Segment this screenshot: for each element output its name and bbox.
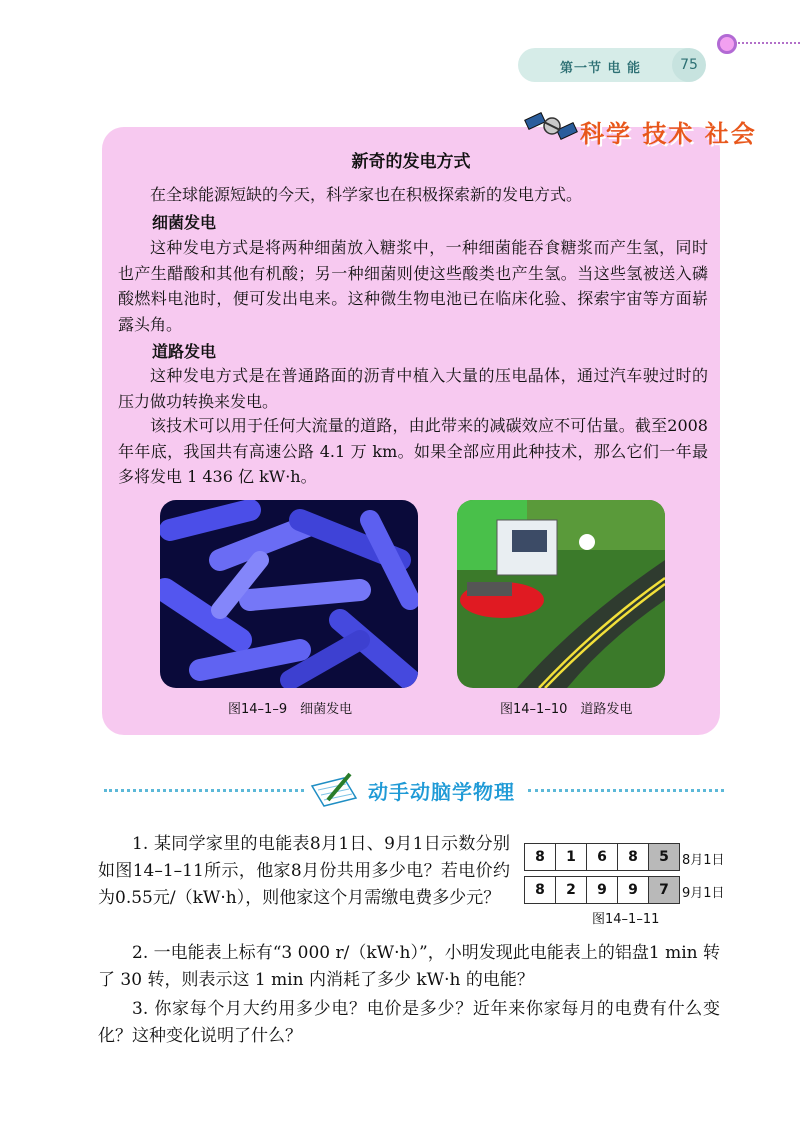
sts-banner: 科学 技术 社会 [580, 120, 757, 148]
meter-label-sep: 9月1日 [682, 886, 725, 901]
meter-aug [524, 843, 680, 871]
subheading-bacteria: 细菌发电 [152, 213, 217, 232]
notebook-pencil-icon [308, 770, 360, 810]
road-paragraph-1: 这种发电方式是在普通路面的沥青中植入大量的压电晶体，通过汽车驶过时的压力做功转换来发电。 [118, 366, 708, 411]
meter-digit: 8 [525, 877, 556, 903]
meter-digit: 9 [618, 877, 649, 903]
meter-label-aug: 8月1日 [682, 853, 725, 868]
road-paragraph-2: 该技术可以用于任何大流量的道路，由此带来的减碳效应不可估量。截至2008年年底，我国共有高速公路 4.1 万 km。如果全部应用此种技术，那么它们一年最多将发电 1 436 亿 kW·h。 [118, 416, 708, 486]
divider-left [104, 789, 304, 792]
question-2: 2. 一电能表上标有“3 000 r/（kW·h）”，小明发现此电能表上的铝盘1 min 转了 30 转，则表示这 1 min 内消耗了多少 kW·h 的电能？ [98, 943, 720, 990]
box-title: 新奇的发电方式 [351, 152, 471, 172]
meter-digit: 9 [587, 877, 618, 903]
meter-digit: 1 [556, 844, 587, 870]
header-circle-decoration [717, 34, 737, 54]
bacteria-photo [160, 500, 418, 688]
meter-digit: 8 [525, 844, 556, 870]
meter-digit: 8 [618, 844, 649, 870]
meter-digit: 7 [649, 877, 679, 903]
intro-paragraph: 在全球能源短缺的今天，科学家也在积极探索新的发电方式。 [150, 185, 583, 204]
divider-right [528, 789, 724, 792]
meter-caption: 图14–1–11 [592, 912, 660, 927]
question-1: 1. 某同学家里的电能表8月1日、9月1日示数分别如图14–1–11所示，他家8月份共用多少电？若电价约为0.55元/（kW·h），则他家这个月需缴电费多少元？ [98, 834, 510, 908]
satellite-icon [524, 106, 580, 146]
meter-digit: 6 [587, 844, 618, 870]
meter-digit: 2 [556, 877, 587, 903]
subheading-road: 道路发电 [152, 342, 217, 361]
section-label: 第一节 电 能 [560, 61, 642, 76]
bacteria-paragraph: 这种发电方式是将两种细菌放入糖浆中，一种细菌能吞食糖浆而产生氢，同时也产生醋酸和其他有机酸；另一种细菌则使这些酸类也产生氢。当这些氢被送入磷酸燃料电池时，便可发出电来。这种微生物电池已在临床化验、探索宇宙等方面崭露头角。 [118, 238, 708, 334]
road-photo [457, 500, 665, 688]
figure-caption-bacteria: 图14–1–9 细菌发电 [228, 702, 353, 717]
section-title: 动手动脑学物理 [368, 780, 515, 804]
header-dotted-line [735, 42, 800, 44]
meter-digit: 5 [649, 844, 679, 870]
question-3: 3. 你家每个月大约用多少电？电价是多少？近年来你家每月的电费有什么变化？这种变化说明了什么？ [98, 999, 720, 1046]
page-number: 75 [672, 48, 706, 82]
figure-caption-road: 图14–1–10 道路发电 [500, 702, 633, 717]
meter-sep [524, 876, 680, 904]
